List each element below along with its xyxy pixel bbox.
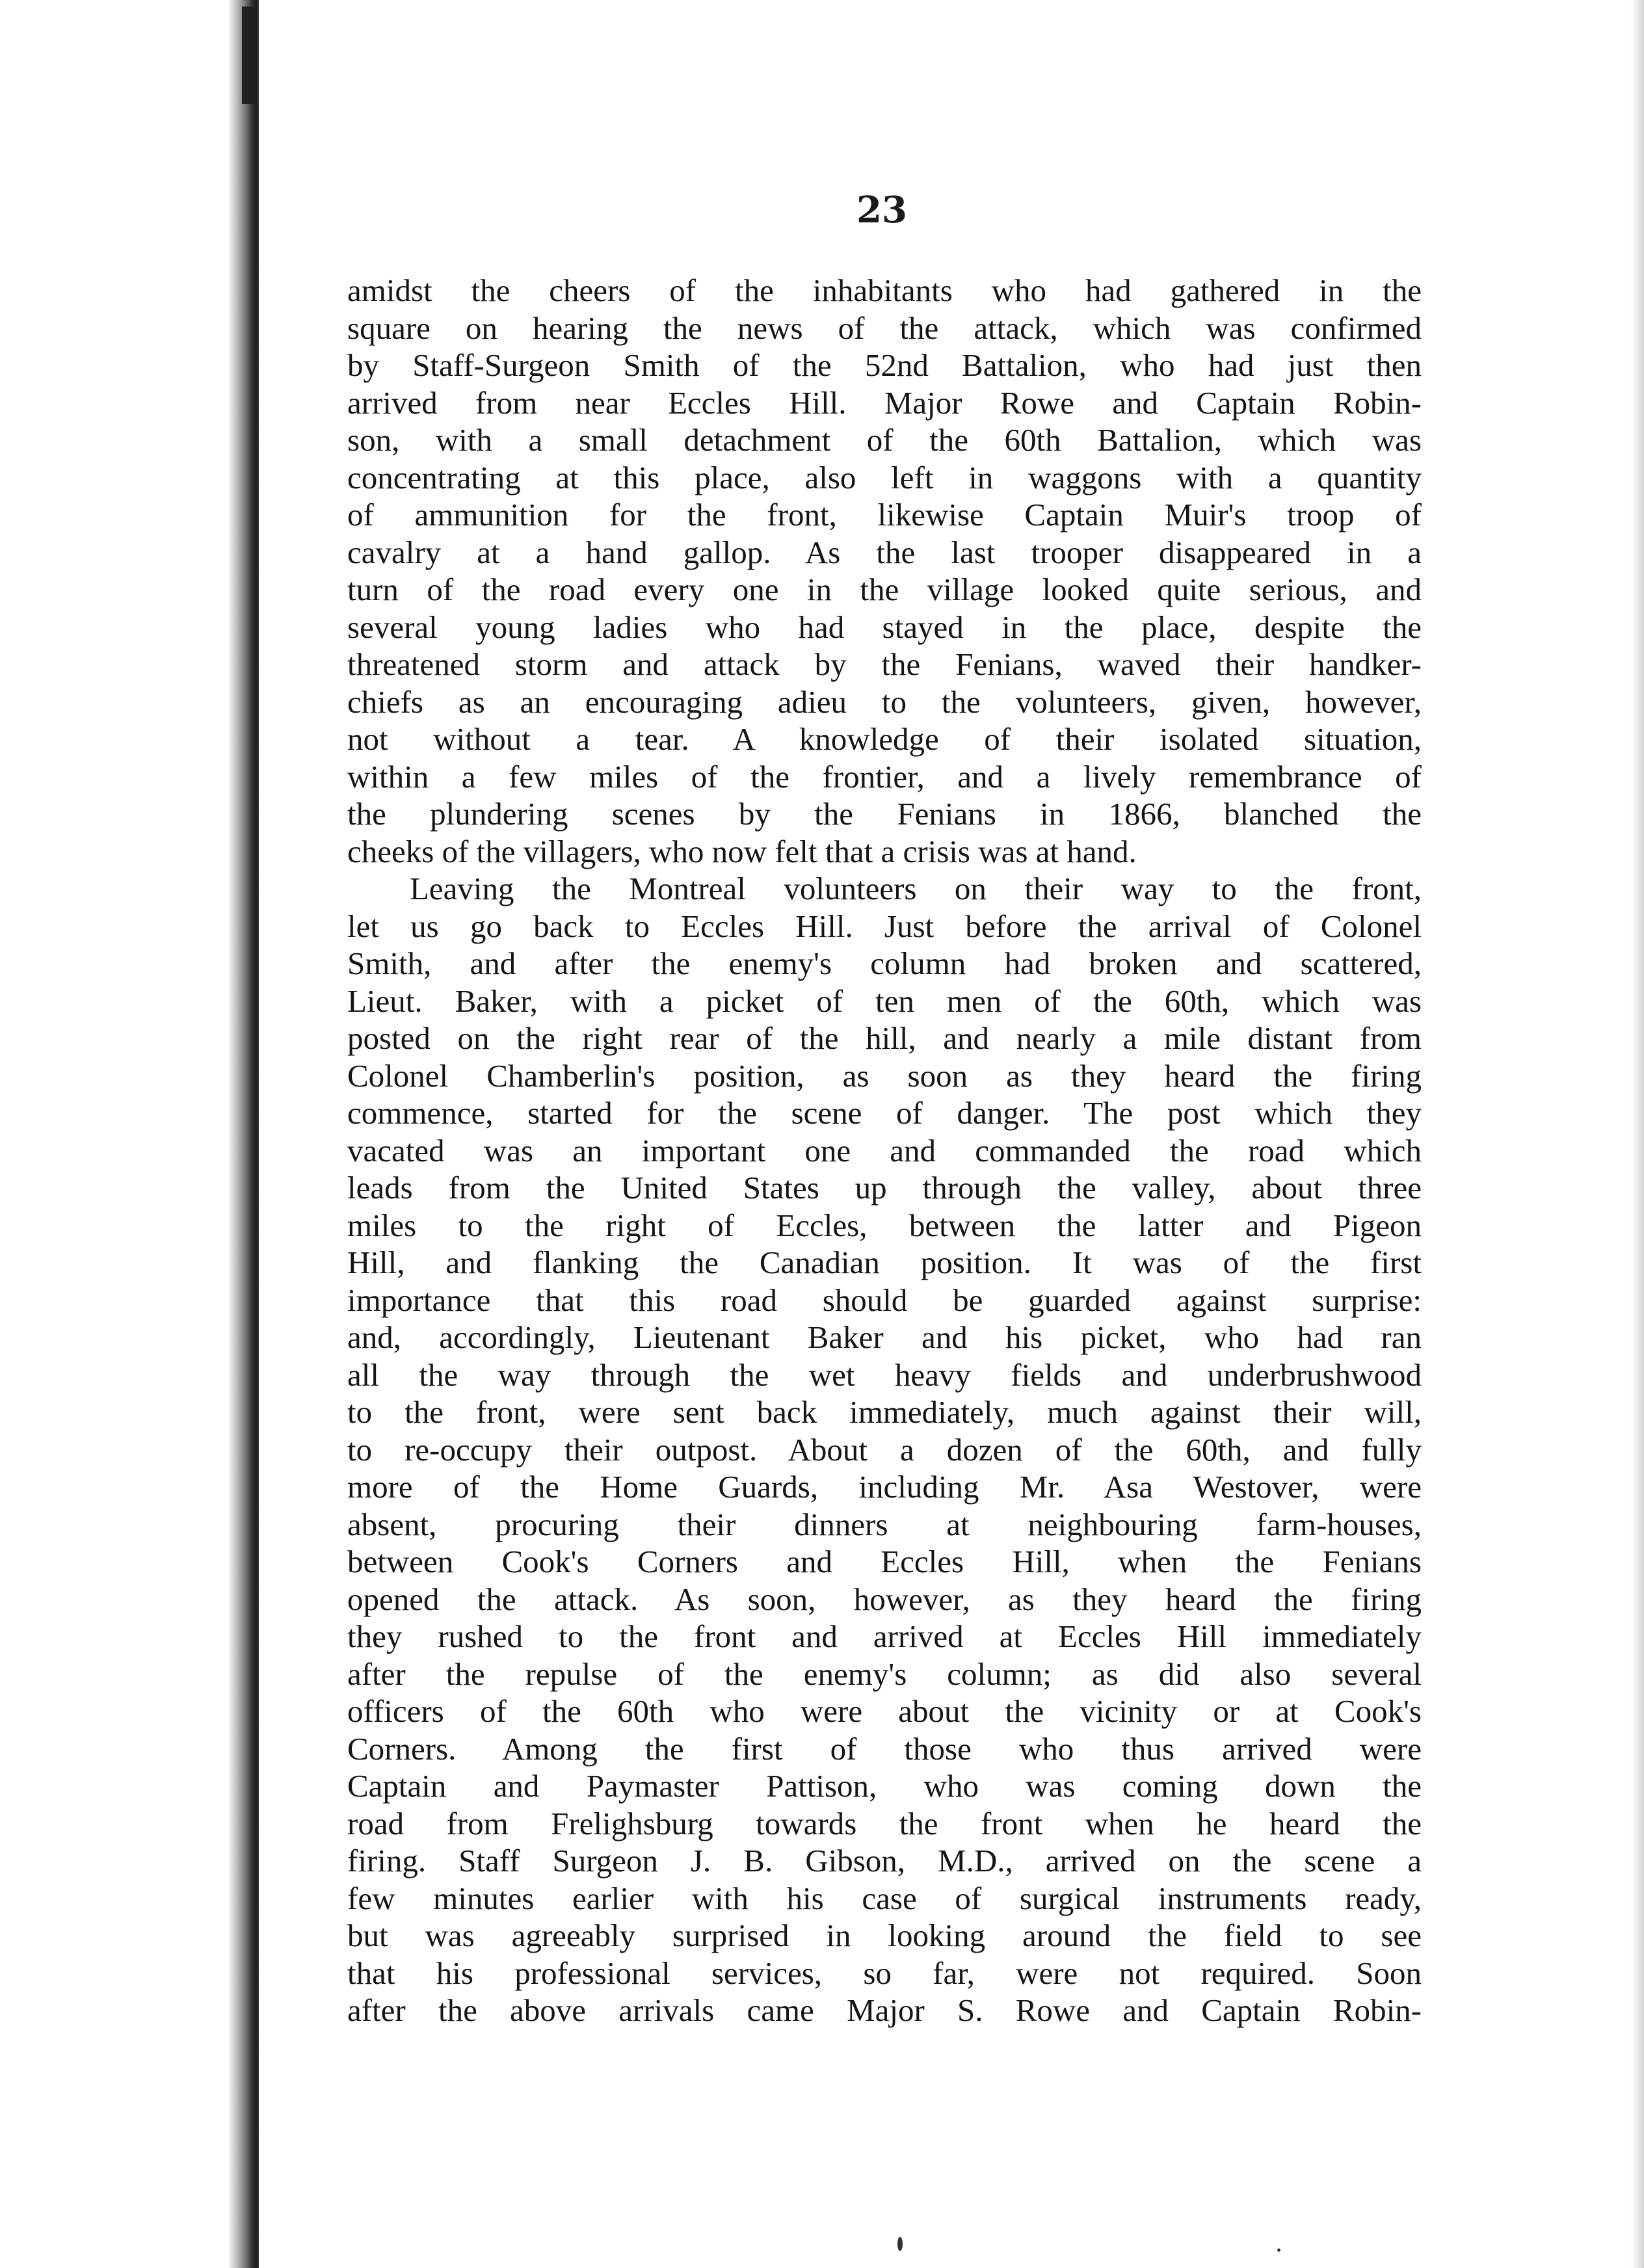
text-line: vacated was an important one and commanded the road which bbox=[347, 1132, 1422, 1168]
text-line: and, accordingly, Lieutenant Baker and his picket, who had ran bbox=[347, 1319, 1422, 1355]
paragraph-first-line: Leaving the Montreal volunteers on their way to the front, bbox=[410, 871, 1422, 906]
text-line: that his professional services, so far, were not required. Soon bbox=[347, 1955, 1422, 1991]
text-line: after the above arrivals came Major S. Rowe and Captain Robin- bbox=[347, 1992, 1422, 2028]
text-line: cavalry at a hand gallop. As the last trooper disappeared in a bbox=[347, 534, 1422, 570]
text-line: of ammunition for the front, likewise Captain Muir's troop of bbox=[347, 497, 1422, 533]
text-line: absent, procuring their dinners at neighbouring farm-houses, bbox=[347, 1506, 1422, 1542]
text-line: Corners. Among the first of those who thus arrived were bbox=[347, 1730, 1422, 1767]
text-line: threatened storm and attack by the Fenians, waved their handker- bbox=[347, 646, 1422, 682]
text-line: chiefs as an encouraging adieu to the volunteers, given, however, bbox=[347, 683, 1422, 720]
text-line: amidst the cheers of the inhabitants who had gathered in the bbox=[347, 272, 1422, 308]
text-line: but was agreeably surprised in looking around the field to see bbox=[347, 1918, 1422, 1953]
text-line: within a few miles of the frontier, and a lively remembrance of bbox=[347, 758, 1422, 795]
text-line: square on hearing the news of the attack, which was confirmed bbox=[347, 310, 1422, 346]
text-line: to re-occupy their outpost. About a dozen of the 60th, and fully bbox=[347, 1431, 1422, 1468]
text-line: more of the Home Guards, including Mr. Asa Westover, were bbox=[347, 1469, 1422, 1505]
text-line: turn of the road every one in the village looked quite serious, and bbox=[347, 572, 1422, 607]
page-edge-shadow bbox=[1631, 0, 1644, 2268]
text-line: concentrating at this place, also left in waggons with a quantity bbox=[347, 459, 1422, 495]
text-line: after the repulse of the enemy's column; as did also several bbox=[347, 1655, 1422, 1692]
scan-speck bbox=[897, 2237, 903, 2251]
text-line: to the front, were sent back immediately, much against their will, bbox=[347, 1394, 1422, 1430]
text-line: between Cook's Corners and Eccles Hill, when the Fenians bbox=[347, 1544, 1422, 1579]
text-line: leads from the United States up through the valley, about three bbox=[347, 1170, 1422, 1206]
text-line: all the way through the wet heavy fields and underbrushwood bbox=[347, 1356, 1422, 1393]
text-line: commence, started for the scene of danger. The post which they bbox=[347, 1095, 1422, 1131]
facing-page-margin bbox=[0, 0, 260, 2268]
text-line: they rushed to the front and arrived at Eccles Hill immediately bbox=[347, 1618, 1422, 1654]
scan-speck bbox=[1277, 2248, 1280, 2252]
text-line: Colonel Chamberlin's position, as soon as they heard the firing bbox=[347, 1057, 1422, 1094]
page-number: 23 bbox=[856, 189, 907, 231]
text-line: firing. Staff Surgeon J. B. Gibson, M.D., arrived on the scene a bbox=[347, 1843, 1422, 1879]
text-line: by Staff-Surgeon Smith of the 52nd Battalion, who had just then bbox=[347, 347, 1422, 383]
text-line: road from Frelighsburg towards the front when he heard the bbox=[347, 1805, 1422, 1841]
text-line: not without a tear. A knowledge of their isolated situation, bbox=[347, 721, 1422, 757]
text-line: miles to the right of Eccles, between the latter and Pigeon bbox=[347, 1207, 1422, 1243]
text-line: importance that this road should be guarded against surprise: bbox=[347, 1282, 1422, 1318]
text-line: Captain and Paymaster Pattison, who was coming down the bbox=[347, 1768, 1422, 1804]
text-line: the plundering scenes by the Fenians in 1866, blanched the bbox=[347, 796, 1422, 832]
text-line: arrived from near Eccles Hill. Major Rowe and Captain Robin- bbox=[347, 384, 1422, 421]
text-line: Hill, and flanking the Canadian position. It was of the first bbox=[347, 1245, 1422, 1280]
text-line: officers of the 60th who were about the vicinity or at Cook's bbox=[347, 1693, 1422, 1729]
text-line: Lieut. Baker, with a picket of ten men of the 60th, which was bbox=[347, 982, 1422, 1019]
text-line: posted on the right rear of the hill, and nearly a mile distant from bbox=[347, 1020, 1422, 1056]
page-body-text bbox=[347, 272, 1422, 2029]
text-line: few minutes earlier with his case of surgical instruments ready, bbox=[347, 1880, 1422, 1916]
text-line: opened the attack. As soon, however, as they heard the firing bbox=[347, 1581, 1422, 1617]
text-line: several young ladies who had stayed in the place, despite the bbox=[347, 609, 1422, 645]
text-line: Smith, and after the enemy's column had broken and scattered, bbox=[347, 945, 1422, 981]
text-line: let us go back to Eccles Hill. Just before the arrival of Colonel bbox=[347, 908, 1422, 944]
text-line: son, with a small detachment of the 60th Battalion, which was bbox=[347, 422, 1422, 458]
text-line: cheeks of the villagers, who now felt that a crisis was at hand. bbox=[347, 833, 1137, 869]
book-gutter-shadow bbox=[229, 0, 258, 2268]
